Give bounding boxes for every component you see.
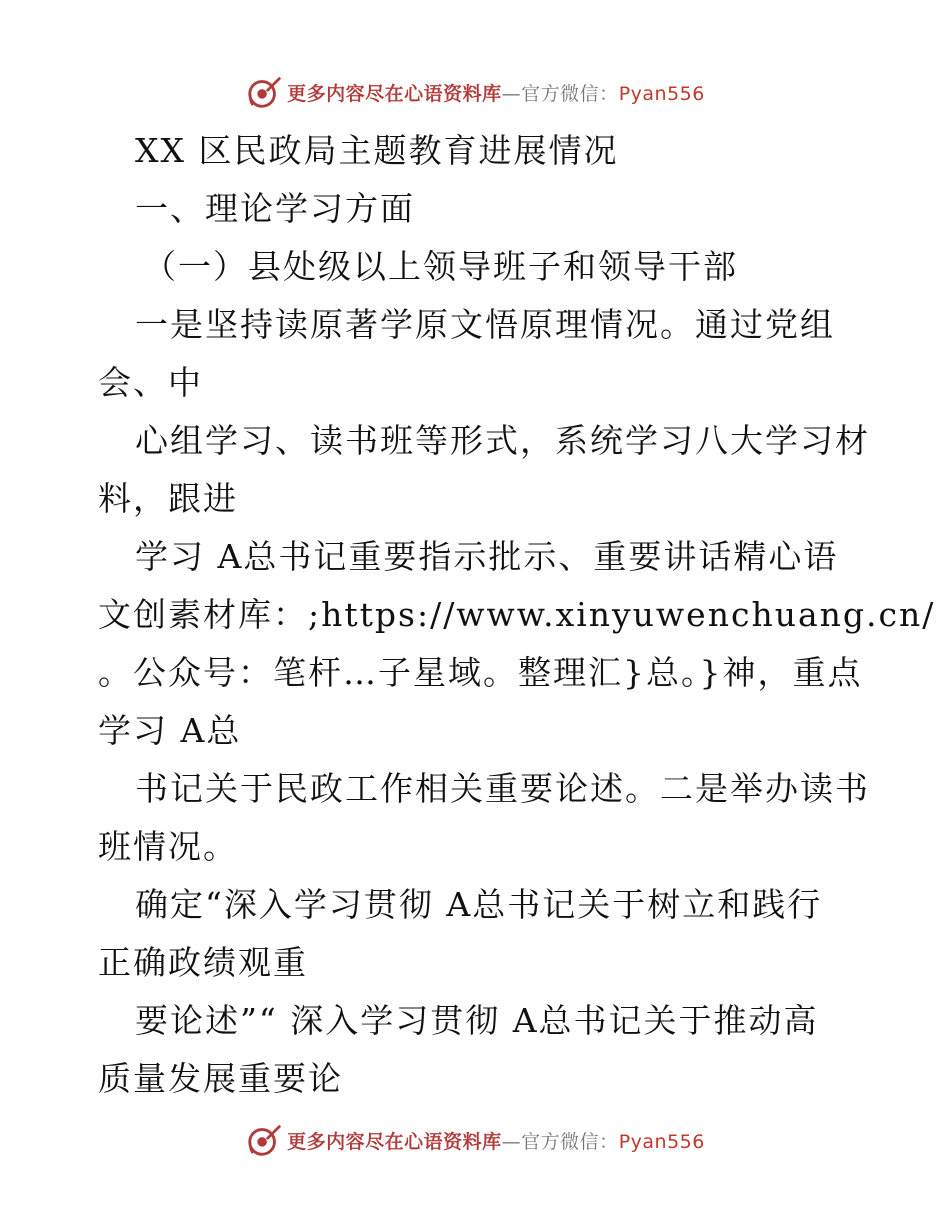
paragraph-line: 料，跟进 bbox=[98, 479, 238, 518]
quill-logo-icon bbox=[245, 73, 283, 111]
document-title: XX 区民政局主题教育进展情况 bbox=[135, 131, 619, 170]
paragraph-line: 会、中 bbox=[98, 363, 203, 402]
document-body bbox=[98, 122, 936, 1108]
subsection-heading: （一）县处级以上领导班子和领导干部 bbox=[143, 247, 738, 286]
paragraph-line: 确定“深入学习贯彻 A总书记关于树立和践行 bbox=[135, 885, 823, 924]
header-banner bbox=[0, 70, 950, 114]
paragraph-line: 班情况。 bbox=[98, 827, 238, 866]
paragraph-line: 一是坚持读原著学原文悟原理情况。通过党组 bbox=[135, 305, 835, 344]
paragraph-line: 心组学习、读书班等形式，系统学习八大学习材 bbox=[135, 421, 870, 460]
paragraph-line: 书记关于民政工作相关重要论述。二是举办读书 bbox=[135, 769, 870, 808]
paragraph-line: 学习 A总 bbox=[98, 711, 242, 750]
section-heading: 一、理论学习方面 bbox=[135, 189, 415, 228]
quill-logo-icon bbox=[245, 1121, 283, 1159]
paragraph-line: 要论述”“ 深入学习贯彻 A总书记关于推动高 bbox=[135, 1001, 819, 1040]
paragraph-line: 质量发展重要论 bbox=[98, 1059, 343, 1098]
banner-text: 更多内容尽在心语资料库—官方微信：Pyan556 bbox=[287, 1130, 705, 1153]
footer-banner bbox=[0, 1118, 950, 1162]
paragraph-line: 正确政绩观重 bbox=[98, 943, 308, 982]
paragraph-line: 学习 A总书记重要指示批示、重要讲话精心语 bbox=[135, 537, 839, 576]
paragraph-line: 。公众号：笔杆…子星域。整理汇}总。}神，重点 bbox=[98, 653, 863, 692]
banner-text: 更多内容尽在心语资料库—官方微信：Pyan556 bbox=[287, 82, 705, 105]
paragraph-line: 文创素材库：;https://www.xinyuwenchuang.cn/ bbox=[98, 595, 936, 634]
